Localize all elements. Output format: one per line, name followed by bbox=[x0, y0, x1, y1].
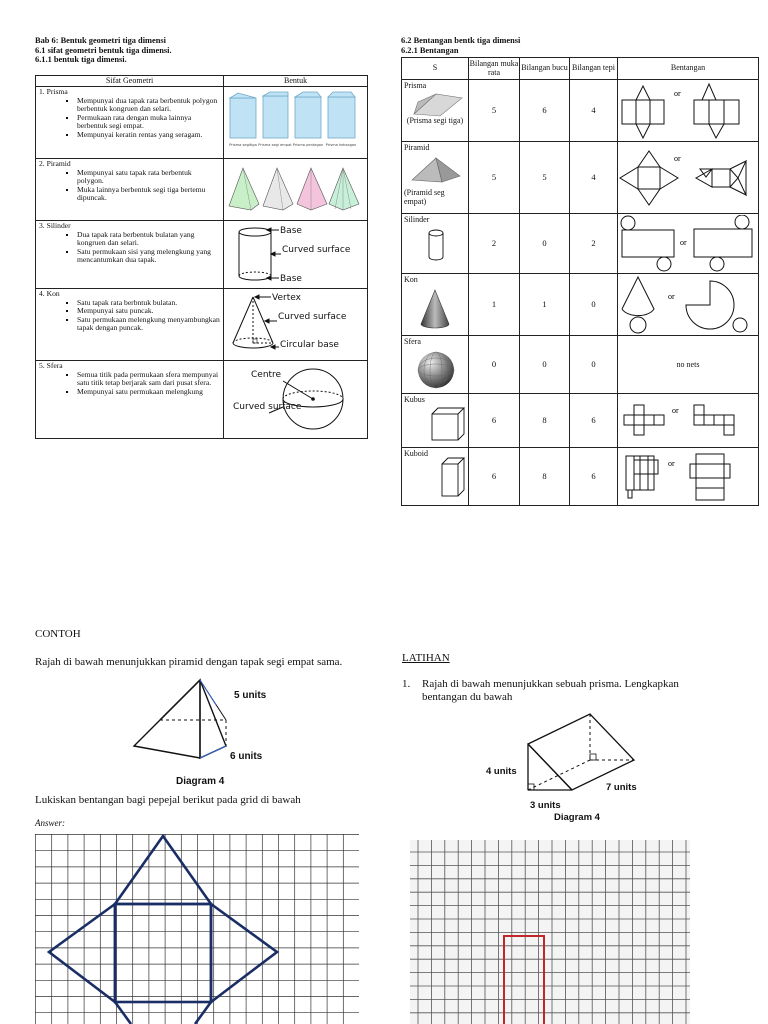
section-title: 6.1 sifat geometri bentuk tiga dimensi. bbox=[35, 45, 172, 55]
row-title: 2. Piramid bbox=[39, 159, 71, 168]
sphere-icon bbox=[416, 350, 456, 390]
square-pyramid-icon bbox=[406, 156, 464, 184]
faces-count: 2 bbox=[469, 214, 520, 274]
or-label: or bbox=[668, 291, 675, 301]
sphere-diagram bbox=[225, 363, 364, 437]
edges-count: 2 bbox=[570, 214, 618, 274]
label-height: 4 units bbox=[486, 766, 517, 777]
list-item: ▪ Mempunyai satu puncak. bbox=[77, 307, 220, 316]
row-title: 3. Silinder bbox=[39, 221, 71, 230]
faces-count: 6 bbox=[469, 394, 520, 448]
table-row bbox=[36, 87, 368, 159]
cylinder-icon bbox=[426, 228, 446, 262]
subsection-title: 6.1.1 bentuk tiga dimensi. bbox=[35, 55, 127, 64]
subsection-title: 6.2.1 Bentangan bbox=[401, 45, 459, 55]
prism-nets bbox=[618, 82, 758, 140]
table-row bbox=[36, 159, 368, 221]
edges-count: 0 bbox=[570, 274, 618, 336]
shape-name: Prisma bbox=[404, 81, 427, 90]
section-title: 6.2 Bentangan bentk tiga dimensi bbox=[401, 36, 521, 45]
col-header-vertices: Bilangan bucu bbox=[520, 58, 570, 80]
list-item: ▪ Dua tapak rata berbentuk bulatan yang kongruen dan selari. bbox=[77, 231, 220, 248]
table-row bbox=[36, 361, 368, 439]
cylinder-label-side: Curved surface bbox=[282, 244, 351, 255]
shape-name: Kubus bbox=[404, 395, 425, 404]
table-row bbox=[402, 336, 759, 394]
vertices-count: 0 bbox=[520, 214, 570, 274]
diagram-caption: Diagram 4 bbox=[176, 776, 225, 787]
latihan-title: LATIHAN bbox=[402, 652, 450, 664]
cuboid-nets bbox=[618, 450, 758, 504]
or-label: or bbox=[674, 88, 681, 98]
contoh-intro: Rajah di bawah menunjukkan piramid dengan tapak segi empat sama. bbox=[35, 656, 343, 668]
right-header bbox=[401, 36, 520, 55]
list-item: ▪ Satu permukaan sisi yang melengkung yang mencantumkan dua tapak. bbox=[77, 248, 220, 265]
table-row bbox=[402, 394, 759, 448]
or-label: or bbox=[674, 153, 681, 163]
col-header-nets: Bentangan bbox=[618, 58, 759, 80]
shape-subname: (Prisma segi tiga) bbox=[406, 116, 464, 125]
nets-table bbox=[401, 57, 759, 506]
col-header-shape: S bbox=[402, 58, 469, 80]
pyramid-diagram bbox=[130, 676, 290, 788]
prism-caption: Prisma heksagon bbox=[325, 142, 357, 147]
table-row bbox=[402, 142, 759, 214]
contoh-instruction: Lukiskan bentangan bagi pepejal berikut pada grid di bawah bbox=[35, 794, 301, 806]
cylinder-diagram bbox=[225, 224, 364, 286]
list-item: ▪ Permukaan rata dengan muka lainnya berbentuk segi empat. bbox=[77, 114, 220, 131]
question-text: Rajah di bawah menunjukkan sebuah prisma. Lengkapkan bentangan du bawah bbox=[422, 678, 679, 703]
edges-count: 6 bbox=[570, 448, 618, 506]
table-row bbox=[402, 448, 759, 506]
label-height: 5 units bbox=[234, 690, 267, 701]
left-header bbox=[35, 36, 172, 65]
faces-count: 6 bbox=[469, 448, 520, 506]
list-item: ▪ Satu tapak rata berbntuk bulatan. bbox=[77, 299, 220, 308]
vertices-count: 8 bbox=[520, 448, 570, 506]
sphere-label-surface: Curved surface bbox=[233, 401, 302, 412]
col-header-faces: Bilangan muka rata bbox=[469, 58, 520, 80]
shape-name: Sfera bbox=[404, 337, 421, 346]
answer-grid bbox=[35, 834, 361, 1024]
contoh-title: CONTOH bbox=[35, 628, 81, 640]
cylinder-label-top: Base bbox=[280, 225, 303, 236]
list-item: ▪ Mempunyai keratin rentas yang seragam. bbox=[77, 131, 220, 140]
list-item: ▪ Muka lainnya berbentuk segi tiga bertemu dipuncak. bbox=[77, 186, 220, 203]
triangular-prism-icon bbox=[406, 92, 466, 118]
cone-label-base: Circular base bbox=[280, 339, 340, 350]
cube-icon bbox=[428, 406, 468, 444]
shape-name: Silinder bbox=[404, 215, 430, 224]
col-header-properties: Sifat Geometri bbox=[36, 76, 224, 87]
label-width: 3 units bbox=[530, 800, 561, 811]
col-header-edges: Bilangan tepi bbox=[570, 58, 618, 80]
vertices-count: 0 bbox=[520, 336, 570, 394]
vertices-count: 8 bbox=[520, 394, 570, 448]
edges-count: 4 bbox=[570, 142, 618, 214]
prism-diagram bbox=[484, 710, 644, 826]
list-item: ▪ Mempunyai satu permukaan melengkung bbox=[77, 388, 220, 397]
list-item: ▪ Semua titik pada permukaan sfera mempunyai satu titik tetap berjarak sam dari pusat sfera. bbox=[77, 371, 220, 388]
pyramid-nets bbox=[618, 145, 758, 211]
shape-subname: (Piramid seg empat) bbox=[404, 188, 445, 206]
chapter-title: Bab 6: Bentuk geometri tiga dimensi bbox=[35, 36, 166, 45]
list-item: ▪ Satu permukaan melengkung menyambungkan tapak dengan puncak. bbox=[77, 316, 220, 333]
vertices-count: 6 bbox=[520, 80, 570, 142]
exercise-grid bbox=[410, 840, 690, 1024]
question-number: 1. bbox=[402, 678, 411, 690]
cylinder-label-bottom: Base bbox=[280, 273, 303, 284]
cone-label-side: Curved surface bbox=[278, 311, 347, 322]
list-item: ▪ Mempunyai dua tapak rata berbentuk polygon berbentuk kongruen dan selari. bbox=[77, 97, 220, 114]
row-title: 4. Kon bbox=[39, 289, 60, 298]
prism-caption: Prisma pentagon bbox=[292, 142, 324, 147]
prism-caption: Prisma segi empat bbox=[258, 142, 292, 147]
answer-label: Answer: bbox=[35, 818, 65, 828]
geometry-properties-table bbox=[35, 75, 368, 439]
faces-count: 5 bbox=[469, 80, 520, 142]
cone-diagram bbox=[225, 291, 364, 359]
label-base: 6 units bbox=[230, 751, 263, 762]
sphere-label-centre: Centre bbox=[251, 369, 282, 380]
latihan-question-block bbox=[402, 678, 702, 704]
vertices-count: 1 bbox=[520, 274, 570, 336]
cone-icon bbox=[418, 288, 452, 330]
list-item: ▪ Mempunyai satu tapak rata berbentuk polygon. bbox=[77, 169, 220, 186]
prism-caption: Prisma segitiga bbox=[229, 142, 257, 147]
faces-count: 5 bbox=[469, 142, 520, 214]
table-row bbox=[402, 80, 759, 142]
shape-name: Piramid bbox=[404, 143, 430, 152]
faces-count: 1 bbox=[469, 274, 520, 336]
shape-name: Kon bbox=[404, 275, 418, 284]
table-row bbox=[402, 274, 759, 336]
label-length: 7 units bbox=[606, 782, 637, 793]
or-label: or bbox=[672, 405, 679, 415]
cone-nets bbox=[618, 275, 758, 335]
no-nets-text: no nets bbox=[618, 336, 759, 394]
edges-count: 4 bbox=[570, 80, 618, 142]
col-header-shape: Bentuk bbox=[224, 76, 368, 87]
row-title: 5. Sfera bbox=[39, 361, 63, 370]
cube-nets bbox=[618, 401, 758, 441]
cylinder-nets bbox=[618, 215, 758, 273]
cuboid-icon bbox=[438, 456, 468, 500]
edges-count: 0 bbox=[570, 336, 618, 394]
or-label: or bbox=[668, 458, 675, 468]
vertices-count: 5 bbox=[520, 142, 570, 214]
shape-name: Kuboid bbox=[404, 449, 428, 458]
table-row bbox=[36, 289, 368, 361]
table-row bbox=[36, 221, 368, 289]
edges-count: 6 bbox=[570, 394, 618, 448]
row-title: 1. Prisma bbox=[39, 87, 68, 96]
pyramids-illustration bbox=[225, 162, 364, 218]
diagram-caption: Diagram 4 bbox=[554, 812, 600, 823]
table-row bbox=[402, 214, 759, 274]
cone-label-vertex: Vertex bbox=[272, 292, 302, 303]
prisms-illustration bbox=[225, 90, 364, 156]
or-label: or bbox=[680, 237, 687, 247]
faces-count: 0 bbox=[469, 336, 520, 394]
